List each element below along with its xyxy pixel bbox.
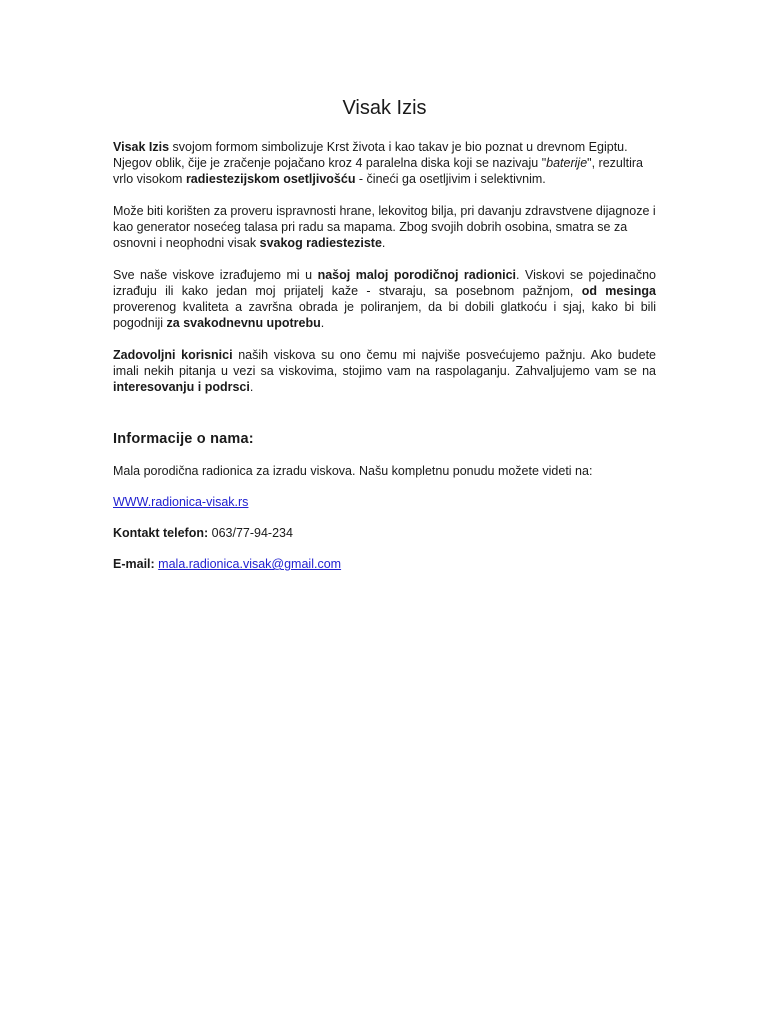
workshop-bold-family-workshop: našoj maloj porodičnoj radionici [317,268,517,282]
phone-value: 063/77-94-234 [208,526,293,540]
usage-paragraph [113,203,656,251]
website-link[interactable]: WWW.radionica-visak.rs [113,495,249,509]
phone-label: Kontakt telefon: [113,526,209,540]
workshop-bold-everyday-use: za svakodnevnu upotrebu [166,316,321,330]
email-line [113,556,656,573]
workshop-text-3: proverenog kvaliteta a završna obrada je poliranjem, da bi dobili glatkoću i sjaj, kako bi bili pogodniji [113,300,656,330]
usage-text-1: Može biti korišten za proveru ispravnosti hrane, lekovitog bilja, pri davanju zdravstvene dijagnoze i kao generator nosećeg talasa pri radu sa mapama. Zbog svojih dobrih osobina, smatra se za osnovni i neophodni visak [113,204,656,250]
email-link[interactable]: mala.radionica.visak@gmail.com [158,557,342,571]
intro-paragraph [113,139,656,187]
customers-paragraph [113,347,656,395]
info-description: Mala porodična radionica za izradu viskova. Našu kompletnu ponudu možete videti na: [113,464,593,478]
workshop-text-2: . Viskovi se pojedinačno izrađuju ili kako jedan moj prijatelj kaže - stvaraju, sa posebnom pažnjom, [113,268,656,298]
phone-line [113,525,656,542]
workshop-paragraph [113,267,656,331]
document-title: Visak Izis [342,97,427,119]
workshop-bold-brass: od mesinga [581,284,656,298]
intro-text-2: ", rezultira vrlo visokom [113,156,643,186]
customers-bold-satisfied: Zadovoljni korisnici [113,348,233,362]
intro-italic-baterije: baterije [546,156,588,170]
website-line [113,494,656,511]
document-page [113,94,656,573]
email-label: E-mail: [113,557,155,571]
intro-text-3: - čineći ga osetljivim i selektivnim. [355,172,546,186]
usage-text-2: . [381,236,386,250]
customers-bold-support: interesovanju i podrsci [113,380,250,394]
intro-bold-sensitivity: radiestezijskom osetljivošću [185,172,356,186]
workshop-text-1: Sve naše viskove izrađujemo mi u [113,268,318,282]
workshop-text-4: . [320,316,325,330]
usage-bold-radiestezist: svakog radiesteziste [259,236,382,250]
customers-text-1: naših viskova su ono čemu mi najviše posvećujemo pažnju. Ako budete imali nekih pitanja u vezi sa viskovima, stojimo vam na raspolaganju. Zahvaljujemo vam se na [113,348,656,378]
intro-bold-product-name: Visak Izis [113,140,170,154]
intro-text-1: svojom formom simbolizuje Krst života i kao takav je bio poznat u drevnom Egiptu. Njegov oblik, čije je zračenje pojačano kroz 4 paralelna diska koji se nazivaju " [113,140,628,170]
customers-text-2: . [249,380,254,394]
info-heading: Informacije o nama: [113,431,254,447]
